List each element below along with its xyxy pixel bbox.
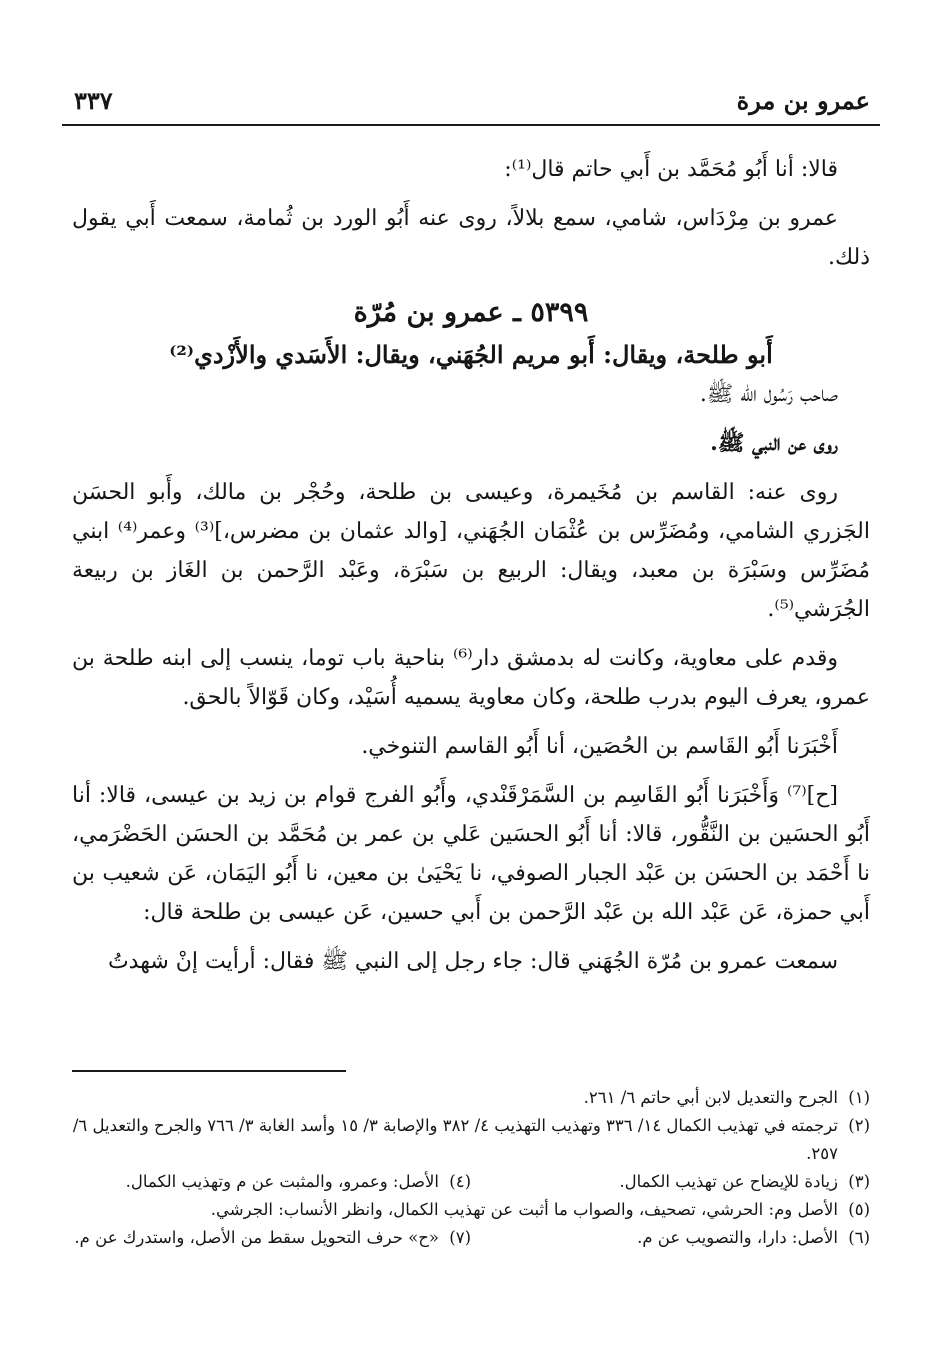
paragraph-3: صاحب رَسُول الله ﷺ. xyxy=(699,382,838,407)
paragraph-1: قالا: أنا أَبُو مُحَمَّد بن أَبي حاتم قال⁽¹⁾: xyxy=(504,157,838,182)
running-title: عمرو بن مرة xyxy=(736,86,870,115)
footnote-1 xyxy=(72,1084,870,1112)
footnote-text: الأصل: دارا، والتصويب عن م. xyxy=(637,1228,838,1247)
footnotes xyxy=(72,1084,870,1252)
footnote-row-3-4 xyxy=(72,1168,870,1196)
footnote-number: (٣) xyxy=(848,1172,870,1191)
footnote-5 xyxy=(72,1196,870,1224)
footnote-text: «ح» حرف التحويل سقط من الأصل، واستدرك عن م. xyxy=(74,1228,439,1247)
paragraph-9: سمعت عمرو بن مُرّة الجُهَني قال: جاء رجل إلى النبي ﷺ فقال: أرأيت إنْ شهدتُ xyxy=(107,949,838,974)
page-number: ٣٣٧ xyxy=(74,86,113,115)
footnote-text: الأصل: وعمرو، والمثبت عن م وتهذيب الكمال. xyxy=(125,1172,439,1191)
footnote-3 xyxy=(471,1168,870,1196)
footnote-6 xyxy=(471,1224,870,1252)
footnote-number: (١) xyxy=(848,1088,870,1107)
paragraph-4: روى عن النبي ﷺ. xyxy=(710,430,838,456)
footnote-row-6-7 xyxy=(72,1224,870,1252)
main-text xyxy=(72,150,870,981)
footnote-number: (٧) xyxy=(449,1228,471,1247)
entry-subtitle: أَبو طلحة، ويقال: أَبو مريم الجُهَني، ويقال: الأَسَدي والأَزْدي⁽²⁾ xyxy=(169,340,773,369)
paragraph-7: أَخْبَرَنا أَبُو القَاسم بن الحُصَين، أنا أَبُو القاسم التنوخي. xyxy=(361,734,838,759)
footnote-text: الأصل وم: الحرشي، تصحيف، والصواب ما أثبت عن تهذيب الكمال، وانظر الأنساب: الجرشي. xyxy=(210,1200,838,1219)
entry-title: ٥٣٩٩ ـ عمرو بن مُرّة xyxy=(353,297,589,328)
footnote-number: (٥) xyxy=(848,1200,870,1219)
footnote-4 xyxy=(72,1168,471,1196)
footnote-text: زيادة للإيضاح عن تهذيب الكمال. xyxy=(619,1172,838,1191)
paragraph-6: وقدم على معاوية، وكانت له بدمشق دار⁽⁶⁾ بناحية باب توما، ينسب إلى ابنه طلحة بن عمرو، يعرف اليوم بدرب طلحة، وكان معاوية يسميه أُسَيْد، وكان قَوّالاً بالحق. xyxy=(72,646,870,710)
footnote-number: (٢) xyxy=(848,1116,870,1135)
footnote-7 xyxy=(72,1224,471,1252)
paragraph-2: عمرو بن مِرْدَاس، شامي، سمع بلالاً، روى عنه أَبُو الورد بن ثُمامة، سمعت أَبي يقول ذلك. xyxy=(72,206,870,270)
footnote-text: ترجمته في تهذيب الكمال ١٤/ ٣٣٦ وتهذيب التهذيب ٤/ ٣٨٢ والإصابة ٣/ ١٥ وأسد الغابة ٣/ ٧٦٦ والجرح والتعديل ٦/ ٢٥٧. xyxy=(72,1116,838,1163)
footnote-text: الجرح والتعديل لابن أبي حاتم ٦/ ٢٦١. xyxy=(583,1088,838,1107)
footnote-rule xyxy=(72,1070,346,1072)
paragraph-8: [ح]⁽⁷⁾ وَأَخْبَرَنا أَبُو القَاسِم بن السَّمَرْقَنْدي، وأَبُو الفرج قوام بن زيد بن عيسى، قالا: أنا أَبُو الحسَين بن النَّقُّور، قالا: أنا أَبُو الحسَين عَلي بن عمر بن مُحَمَّد بن الحسَن الحَضْرَمي، نا أَحْمَد بن الحسَن بن عَبْد الجبار الصوفي، نا يَحْيَىٰ بن معين، نا أَبُو اليَمَان، عَن شعيب بن أَبي حمزة، عَن عَبْد الله بن عَبْد الرَّحمن بن أَبي حسين، عَن عيسى بن طلحة قال: xyxy=(72,783,870,925)
footnote-number: (٤) xyxy=(449,1172,471,1191)
footnote-number: (٦) xyxy=(848,1228,870,1247)
footnote-2 xyxy=(72,1112,870,1168)
paragraph-5: روى عنه: القاسم بن مُخَيمرة، وعيسى بن طلحة، وحُجْر بن مالك، وأَبو الحسَن الجَزري الشامي، ومُضَرِّس بن عُثْمَان الجُهَني، [والد عثمان بن مضرس،]⁽³⁾ وعمر⁽⁴⁾ ابني مُضَرِّس وسَبْرَة بن معبد، ويقال: الربيع بن سَبْرَة، وعَبْد الرَّحمن بن الغَاز بن ربيعة الجُرَشي⁽⁵⁾. xyxy=(72,480,870,622)
